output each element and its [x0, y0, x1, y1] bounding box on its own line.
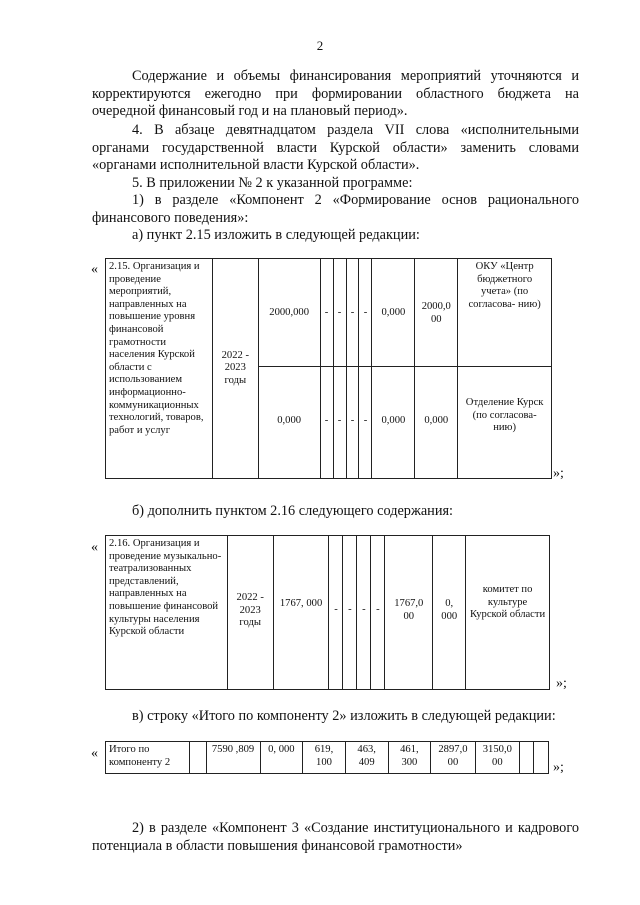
paragraph-financing: Содержание и объемы финансирования мероприятий уточняются и корректируются ежегодно при формировании областного бюджета на очередной финансовый год и на плановый период».: [92, 68, 579, 119]
empty-cell: [520, 742, 534, 774]
paragraph-item-5: 5. В приложении № 2 к указанной программе:: [132, 175, 413, 191]
value-cell: 2000,0 00: [415, 259, 458, 367]
total-value-cell: 461, 300: [388, 742, 431, 774]
dash-cell: -: [359, 367, 372, 479]
total-value-cell: 3150,0 00: [475, 742, 519, 774]
dash-cell: -: [329, 536, 343, 690]
total-value-cell: 7590 ,809: [206, 742, 260, 774]
measure-name-cell: 2.16. Организация и проведение музыкально- театрализованных представлений, направленных на повышение финансовой культуры населения Курской области: [106, 536, 228, 690]
value-cell: 0,000: [372, 259, 415, 367]
close-quote: »;: [556, 676, 567, 691]
total-value-cell: 0, 000: [260, 742, 303, 774]
dash-cell: -: [343, 536, 357, 690]
empty-cell: [534, 742, 549, 774]
page-number: 2: [316, 38, 324, 53]
value-cell: 0,000: [415, 367, 458, 479]
value-cell: 0, 000: [433, 536, 466, 690]
table-total-component-2: [105, 741, 549, 774]
paragraph-component-2: 1) в разделе «Компонент 2 «Формирование основ рационального финансового поведения»:: [92, 192, 579, 226]
total-value-cell: 463, 409: [345, 742, 388, 774]
executor-cell: комитет по культуре Курской области: [466, 536, 550, 690]
executor-cell: Отделение Курск (по согласова- нию): [458, 367, 552, 479]
dash-cell: -: [320, 259, 333, 367]
table-item-2-16: [105, 535, 550, 690]
paragraph-item-4: 4. В абзаце девятнадцатом раздела VII слова «исполнительными органами государственной власти Курской области» заменить словами «органами исполнительной власти Курской области».: [92, 122, 579, 173]
total-cell: 0,000: [258, 367, 320, 479]
open-quote: «: [91, 262, 98, 277]
total-label-cell: Итого по компоненту 2: [106, 742, 190, 774]
dash-cell: -: [357, 536, 371, 690]
paragraph-b: б) дополнить пунктом 2.16 следующего содержания:: [132, 503, 454, 519]
table-item-2-15: [105, 258, 552, 479]
dash-cell: -: [333, 367, 346, 479]
paragraph-component-3: 2) в разделе «Компонент 3 «Создание институционального и кадрового потенциала в области повышения финансовой грамотности»: [92, 820, 579, 854]
empty-cell: [190, 742, 206, 774]
close-quote: »;: [553, 466, 564, 481]
open-quote: «: [91, 540, 98, 555]
executor-cell: ОКУ «Центр бюджетного учета» (по согласова- нию): [458, 259, 552, 367]
total-value-cell: 2897,0 00: [431, 742, 475, 774]
total-cell: 1767, 000: [273, 536, 329, 690]
paragraph-a: а) пункт 2.15 изложить в следующей редакции:: [132, 227, 420, 243]
close-quote: »;: [553, 760, 564, 775]
open-quote: «: [91, 746, 98, 761]
dash-cell: -: [346, 259, 359, 367]
years-cell: 2022 - 2023 годы: [227, 536, 273, 690]
value-cell: 0,000: [372, 367, 415, 479]
years-cell: 2022 - 2023 годы: [212, 259, 258, 479]
dash-cell: -: [346, 367, 359, 479]
dash-cell: -: [359, 259, 372, 367]
measure-name-cell: 2.15. Организация и проведение мероприятий, направленных на повышение уровня финансовой грамотности населения Курской области с использованием информационно-коммуникационных технологий, товаров, работ и услуг: [106, 259, 213, 479]
total-cell: 2000,000: [258, 259, 320, 367]
value-cell: 1767,0 00: [385, 536, 433, 690]
dash-cell: -: [333, 259, 346, 367]
total-value-cell: 619, 100: [303, 742, 346, 774]
dash-cell: -: [320, 367, 333, 479]
paragraph-c: в) строку «Итого по компоненту 2» изложить в следующей редакции:: [132, 708, 556, 724]
dash-cell: -: [371, 536, 385, 690]
